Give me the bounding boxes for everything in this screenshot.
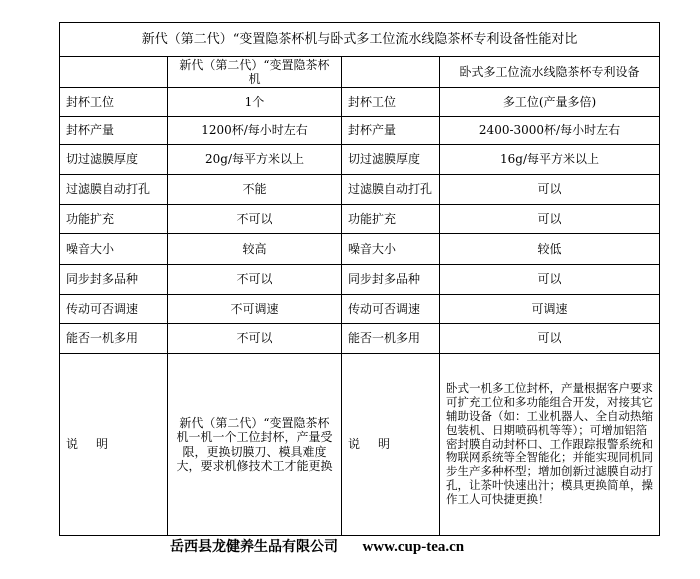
notes-left-text: 新代（第二代）“变置隐茶杯机一机一个工位封杯，产量受限，更换切膜刀、模具难度大，要求机修技术工才能更换 (168, 354, 342, 536)
row-label: 功能扩充 (342, 205, 440, 234)
row-label: 切过滤膜厚度 (60, 145, 168, 175)
row-label: 切过滤膜厚度 (342, 145, 440, 175)
table-row (60, 234, 660, 265)
header-empty-cell (60, 57, 168, 88)
comparison-table (59, 22, 660, 536)
title-row (60, 23, 660, 57)
row-label: 能否一机多用 (342, 324, 440, 354)
row-label: 功能扩充 (60, 205, 168, 234)
row-label: 同步封多品种 (60, 265, 168, 295)
row-right-value: 可调速 (440, 295, 660, 324)
row-label: 传动可否调速 (60, 295, 168, 324)
table-row (60, 324, 660, 354)
row-right-value: 16g/每平方米以上 (440, 145, 660, 175)
company-name: 岳西县龙健养生品有限公司 (170, 539, 338, 555)
row-label: 封杯产量 (60, 117, 168, 145)
header-empty-cell (342, 57, 440, 88)
table-row (60, 88, 660, 117)
table-row (60, 295, 660, 324)
row-right-value: 2400-3000杯/每小时左右 (440, 117, 660, 145)
row-label: 封杯工位 (342, 88, 440, 117)
row-right-value: 可以 (440, 175, 660, 205)
table-row (60, 175, 660, 205)
row-left-value: 不可以 (168, 265, 342, 295)
footer (170, 536, 464, 556)
row-label: 传动可否调速 (342, 295, 440, 324)
row-left-value: 20g/每平方米以上 (168, 145, 342, 175)
row-label: 能否一机多用 (60, 324, 168, 354)
table-row (60, 117, 660, 145)
header-left: 新代（第二代）“变置隐茶杯机 (168, 57, 342, 88)
row-left-value: 不能 (168, 175, 342, 205)
table-row (60, 145, 660, 175)
notes-label: 说明 (342, 354, 440, 536)
row-label: 过滤膜自动打孔 (60, 175, 168, 205)
header-right: 卧式多工位流水线隐茶杯专利设备 (440, 57, 660, 88)
row-label: 噪音大小 (342, 234, 440, 265)
row-right-value: 可以 (440, 324, 660, 354)
row-label: 过滤膜自动打孔 (342, 175, 440, 205)
row-right-value: 较低 (440, 234, 660, 265)
row-left-value: 不可以 (168, 205, 342, 234)
header-row (60, 57, 660, 88)
row-left-value: 不可以 (168, 324, 342, 354)
notes-row (60, 354, 660, 536)
table-row (60, 205, 660, 234)
row-label: 封杯产量 (342, 117, 440, 145)
row-label: 封杯工位 (60, 88, 168, 117)
row-right-value: 可以 (440, 265, 660, 295)
row-left-value: 较高 (168, 234, 342, 265)
table-row (60, 265, 660, 295)
row-right-value: 多工位(产量多倍) (440, 88, 660, 117)
row-left-value: 1个 (168, 88, 342, 117)
website-link[interactable]: www.cup-tea.cn (362, 539, 465, 555)
row-left-value: 不可调速 (168, 295, 342, 324)
row-label: 噪音大小 (60, 234, 168, 265)
row-left-value: 1200杯/每小时左右 (168, 117, 342, 145)
notes-label: 说明 (60, 354, 168, 536)
row-right-value: 可以 (440, 205, 660, 234)
row-label: 同步封多品种 (342, 265, 440, 295)
table-title: 新代（第二代）“变置隐茶杯机与卧式多工位流水线隐茶杯专利设备性能对比 (60, 23, 660, 57)
notes-right-text: 卧式一机多工位封杯，产量根据客户要求可扩充工位和多功能组合开发，对接其它辅助设备（如：工业机器人、全自动热缩包装机、日期喷码机等等）；可增加铝箔密封膜自动封杯口、工作跟踪报警系统和物联网系统等全智能化；并能实现同机同步生产多种杯型；增加创新过滤膜自动打孔，让茶叶快速出汁；模具更换简单，操作工人可快捷更换！ (440, 354, 660, 536)
